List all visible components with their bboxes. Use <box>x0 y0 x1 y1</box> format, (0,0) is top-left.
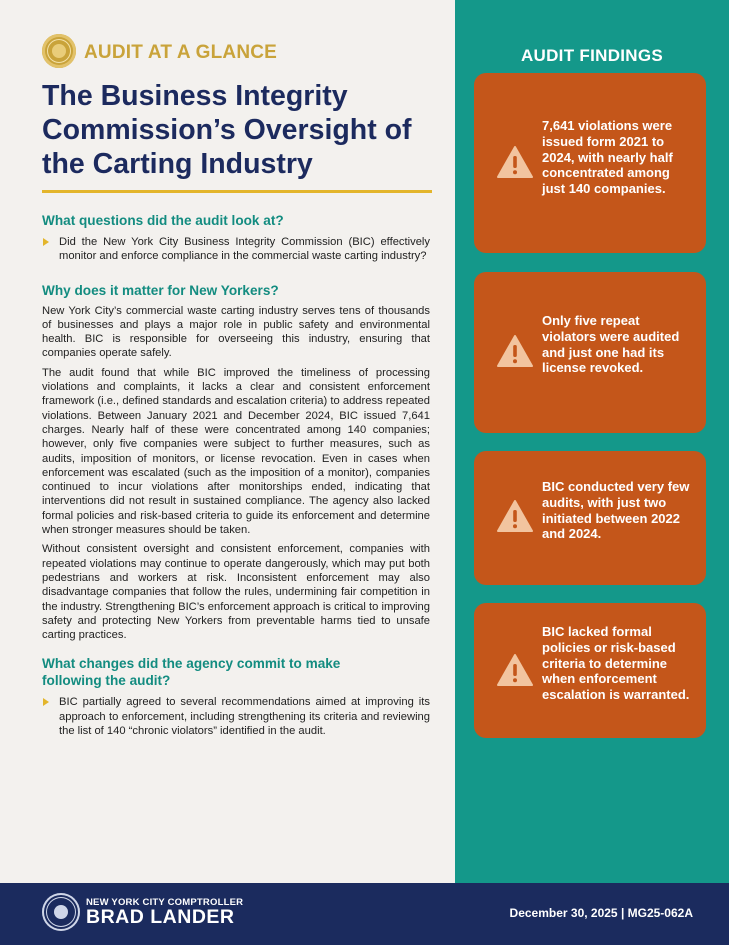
section-heading-questions: What questions did the audit look at? <box>42 213 284 228</box>
list-item <box>42 695 430 738</box>
section-heading-changes: What changes did the agency commit to make following the audit? <box>42 656 341 689</box>
finding-card <box>474 603 706 738</box>
finding-card <box>474 73 706 253</box>
nyc-seal-icon <box>42 893 80 931</box>
main-content <box>42 212 430 738</box>
finding-text: BIC lacked formal policies or risk-based criteria to determine when enforcement escalation is warranted. <box>542 624 690 703</box>
findings-heading: AUDIT FINDINGS <box>520 46 664 65</box>
list-item <box>42 235 430 264</box>
warning-icon <box>496 145 534 179</box>
bullet-text: Did the New York City Business Integrity Commission (BIC) effectively monitor and enforce compliance in the commercial waste carting industry? <box>59 236 430 263</box>
paragraph: New York City’s commercial waste carting industry serves tens of thousands of businesses and plays a major role in public safety and environmental health. BIC is responsible for overseeing this industry, ensuring that companies operate safely. <box>42 304 430 360</box>
warning-icon <box>496 499 534 533</box>
nyc-seal-icon <box>42 34 76 68</box>
warning-icon <box>496 653 534 687</box>
footer-date-code: December 30, 2025 | MG25-062A <box>509 906 693 920</box>
section-heading-why: Why does it matter for New Yorkers? <box>42 282 279 298</box>
finding-card <box>474 451 706 585</box>
finding-card <box>474 272 706 433</box>
bullet-triangle-icon <box>43 238 49 246</box>
finding-text: Only five repeat violators were audited and just one had its license revoked. <box>542 313 680 376</box>
footer-org: NEW YORK CITY COMPTROLLER <box>86 897 244 908</box>
bullet-triangle-icon <box>43 698 49 706</box>
bullet-text: BIC partially agreed to several recommendations aimed at improving its approach to enforcement, including strengthening its criteria and reviewing the list of 140 “chronic violators” identified in the audit. <box>59 696 430 738</box>
divider <box>42 190 432 193</box>
kicker: AUDIT AT A GLANCE <box>84 42 278 63</box>
paragraph: Without consistent oversight and consistent enforcement, companies with repeated violations may continue to operate dangerously, which may put both pedestrians and workers at risk. Inconsistent enforcement may also disadvantage companies that follow the rules, undermining fair competition in the industry. Strengthening BIC’s enforcement approach is critical to improving safety and protecting New Yorkers from preventable harms tied to unsafe carting practices. <box>42 543 430 642</box>
finding-text: BIC conducted very few audits, with just two initiated between 2022 and 2024. <box>542 479 690 542</box>
paragraph: The audit found that while BIC improved the timeliness of processing violations and complaints, it lacks a clear and consistent enforcement framework (i.e., defined standards and escalation criteria) to address repeated violations. Between January 2021 and December 2024, BIC issued 7,641 charges. Nearly half of these were concentrated among 140 companies; however, only five companies were subject to further measures, such as audits, imposition of monitors, or license revocation. Even in cases when enforcement was escalated (such as the imposition of a monitor), companies continued to incur violations after monitorships ended, indicating that interventions did not result in sustained compliance. The agency also lacked formal policies and risk-based criteria to guide its enforcement and determine when stronger measures should be taken. <box>42 366 430 537</box>
page-title: The Business Integrity Commission’s Oversight of the Carting Industry <box>42 80 412 180</box>
warning-icon <box>496 334 534 368</box>
footer-name: BRAD LANDER <box>86 906 235 928</box>
finding-text: 7,641 violations were issued form 2021 to 2024, with nearly half concentrated among just 140 companies. <box>542 118 673 197</box>
